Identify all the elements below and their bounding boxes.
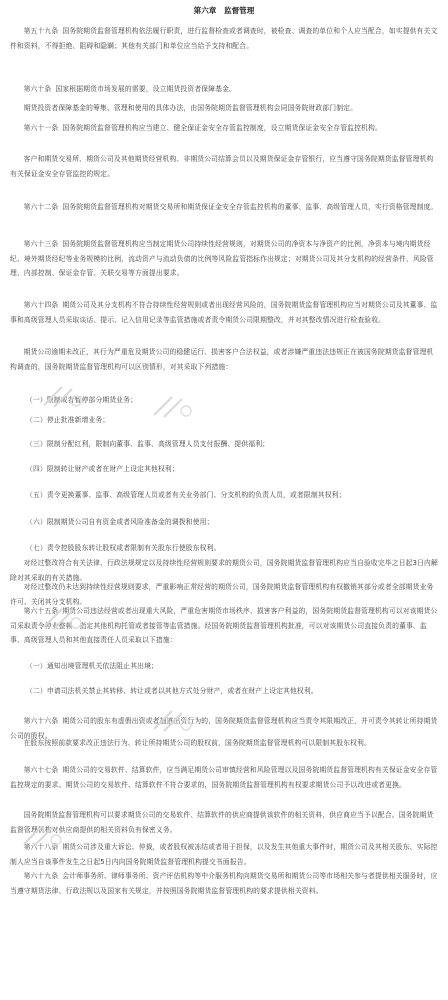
article-number: 第六十条 <box>23 85 52 93</box>
paragraph-text: （三）限制分配红利，限制向董事、监事、高级管理人员支付报酬、提供福利； <box>26 440 270 448</box>
paragraph-text: （二）停止批准新增业务； <box>26 416 110 424</box>
list-item <box>26 515 438 530</box>
article-paragraph <box>10 840 438 869</box>
paragraph-text: 国务院期货监督管理机构依法履行职责，进行监督检查或者调查时，被检查、调查的单位和个人应当配合，如实提供有关文件和资料，不得拒绝、阻碍和隐瞒；其他有关部门和单位应当给予支持和配合。 <box>10 27 438 50</box>
list-item <box>26 659 438 674</box>
article-number: 第六十五条 <box>23 607 59 615</box>
article-number: 第六十一条 <box>23 124 59 132</box>
article-number: 第六十二条 <box>23 203 59 211</box>
paragraph-text: （五）责令更换董事、监事、高级管理人员或者有关业务部门、分支机构的负责人员，或者限制其权利； <box>26 491 346 499</box>
paragraph-text: 期货公司涉及重大诉讼、仲裁，或者股权被冻结或者用于担保，以及发生其他重大事件时，期货公司及其相关股东、实际控制人应当自该事件发生之日起5日内向国务院期货监督管理机构提交书面报告。 <box>10 843 438 866</box>
list-item <box>26 541 438 556</box>
body-paragraph <box>10 808 438 837</box>
article-paragraph <box>10 869 438 898</box>
paragraph-text: （一）通知出境管理机关依法阻止其出境； <box>26 662 158 670</box>
article-paragraph <box>10 763 438 792</box>
paragraph-text: 国务院期货监督管理机构对期货交易所和期货保证金安全存管监控机构的董事、监事、高级管理人员，实行资格管理制度。 <box>62 203 438 211</box>
list-item <box>26 393 438 408</box>
article-number: 第六十八条 <box>23 843 59 851</box>
paragraph-text: 客户和期货交易所、期货公司及其他期货经营机构、非期货公司结算会员以及期货保证金存管银行，应当遵守国务院期货监督管理机构有关保证金安全存管监控的规定。 <box>10 155 434 178</box>
paragraph-text: 期货公司的交易软件、结算软件，应当满足期货公司审慎经营和风险管理以及国务院期货监督管理机构有关保证金安全存管监控规定的要求。期货公司的交易软件、结算软件不符合要求的，国务院期货监督管理机构有权要求期货公司予以改进或者更换。 <box>10 766 438 789</box>
article-number: 第五十九条 <box>23 27 59 35</box>
article-paragraph <box>10 200 438 215</box>
article-paragraph <box>10 604 438 648</box>
paragraph-text: 会计师事务所、律师事务所、资产评估机构等中介服务机构向期货交易所和期货公司等市场相关参与者提供相关服务时，应当遵守期货法律、行政法规以及国家有关规定，并按照国务院期货监督管理机构的要求提供相关资料。 <box>10 872 438 895</box>
paragraph-text: 国务院期货监督管理机构可以要求期货公司的交易软件、结算软件的供应商提供该软件的相关资料，供应商应当予以配合。国务院期货监督管理机构对供应商提供的相关资料负有保密义务。 <box>10 811 434 834</box>
paragraph-text: 国务院期货监督管理机构应当制定期货公司持续性经营规则，对期货公司的净资本与净资产的比例，净资本与境内期货经纪、境外期货经纪等业务规模的比例，流动资产与流动负债的比例等风险监管指标作出规定；对期货公司及其分支机构的经营条件、风险管理、内部控制、保证金存管、关联交易等方面提出要求。 <box>10 240 434 277</box>
paragraph-text: （六）限制期货公司自有资金或者风险准备金的调拨和使用； <box>26 518 214 526</box>
article-number: 第六十七条 <box>23 766 59 774</box>
paragraph-text: 期货公司及其分支机构不符合持续性经营规则或者出现经营风险的，国务院期货监督管理机构应当对期货公司及其董事、监事和高级管理人员采取谈话、提示、记入信用记录等监管措施或者责令期货公司限期整改，并对其整改情况进行检查验收。 <box>10 301 438 324</box>
list-item <box>26 413 438 428</box>
paragraph-text: （二）申请司法机关禁止其转移、转让或者以其他方式处分财产，或者在财产上设定其他权利。 <box>26 687 318 695</box>
article-paragraph <box>10 298 438 327</box>
paragraph-text: 期货投资者保障基金的筹集、管理和使用的具体办法，由国务院期货监督管理机构会同国务院财政部门制定。 <box>23 104 358 112</box>
paragraph-text: 期货公司的股东有虚假出资或者抽逃出资行为的，国务院期货监督管理机构应当责令其限期改正，并可责令其转让所持期货公司的股权。 <box>10 717 438 740</box>
paragraph-text: 国务院期货监督管理机构应当建立、健全保证金安全存管监控制度，设立期货保证金安全存管监控机构。 <box>62 124 382 132</box>
list-item <box>26 488 438 503</box>
paragraph-text: 期货公司违法经营或者出现重大风险，严重危害期货市场秩序、损害客户利益的，国务院期货监督管理机构可以对该期货公司采取责令停业整顿、指定其他机构托管或者接管等监管措施。经国务院期货监督管理机构批准，可以对该期货公司直接负责的董事、监事、高级管理人员和其他直接责任人员采取以下措施： <box>10 607 438 644</box>
article-number: 第六十九条 <box>23 872 59 880</box>
article-paragraph <box>10 82 438 97</box>
article-number: 第六十三条 <box>23 240 59 248</box>
paragraph-text: 对经过整改仍未达到持续性经营规则要求，严重影响正常经营的期货公司，国务院期货监督管理机构有权撤销其部分或者全部期货业务许可、关闭其分支机构。 <box>10 583 434 606</box>
paragraph-text: 期货公司逾期未改正，其行为严重危及期货公司的稳健运行、损害客户合法权益，或者涉嫌严重违法违规正在被国务院期货监督管理机构调查的，国务院期货监督管理机构可以区别情形，对其采取下列措施： <box>10 348 434 371</box>
chapter-title: 第六章 监督管理 <box>193 6 255 15</box>
article-number: 第六十六条 <box>23 717 59 725</box>
list-item <box>26 437 438 452</box>
paragraph-text: 对经过整改符合有关法律、行政法规规定以及持续性经营规则要求的期货公司，国务院期货监督管理机构应当自验收完毕之日起3日内解除对其采取的有关措施。 <box>10 559 438 582</box>
list-item <box>26 462 438 477</box>
article-number: 第六十四条 <box>23 301 59 309</box>
article-paragraph <box>10 121 438 136</box>
body-paragraph <box>10 152 438 181</box>
paragraph-text: （一）限制或者暂停部分期货业务； <box>26 396 138 404</box>
paragraph-text: （七）责令控股股东转让股权或者限制有关股东行使股东权利。 <box>26 544 221 552</box>
paragraph-text: 国家根据期货市场发展的需要，设立期货投资者保障基金。 <box>55 85 237 93</box>
article-paragraph <box>10 24 438 53</box>
body-paragraph <box>10 345 438 374</box>
paragraph-text: 在股东按照前款要求改正违法行为、转让所持期货公司的股权前，国务院期货监督管理机构可以限制其股东权利。 <box>23 739 371 747</box>
list-item <box>26 684 438 699</box>
body-paragraph <box>10 736 438 751</box>
article-paragraph <box>10 237 438 281</box>
paragraph-text: （四）限制转让财产或者在财产上设定其他权利； <box>26 465 179 473</box>
body-paragraph <box>10 101 438 116</box>
